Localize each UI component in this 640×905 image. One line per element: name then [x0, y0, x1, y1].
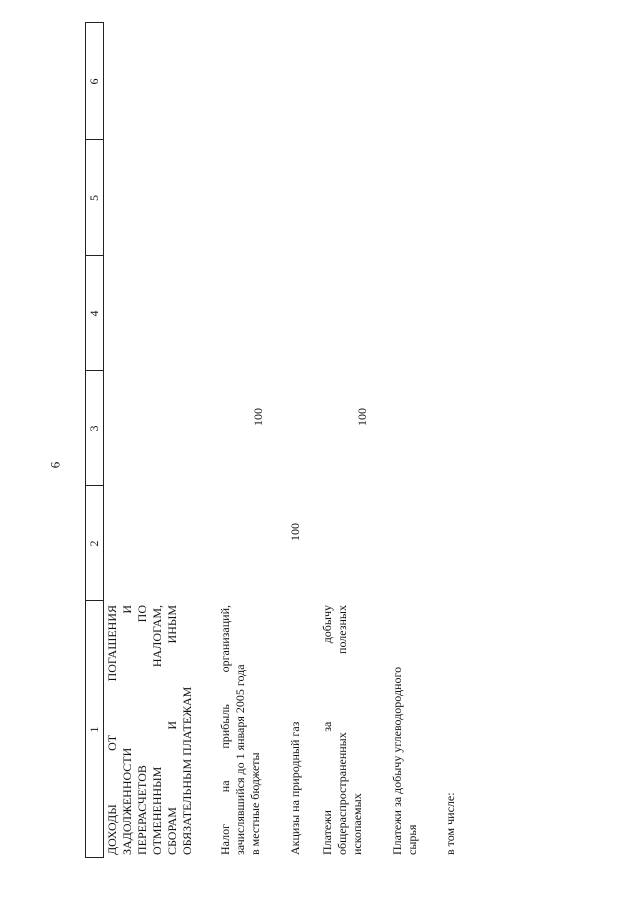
budget-table: [85, 22, 600, 858]
row-5-line-2: сырья: [405, 824, 419, 855]
header-col-1: 1: [87, 726, 101, 733]
row-1-line-5: СБОРАМ И ИНЫМ: [165, 605, 179, 855]
row-2-label: [218, 605, 263, 855]
row-5-line-1: Платежи за добычу углеводородного: [390, 666, 404, 855]
header-col-5: 5: [87, 195, 101, 201]
header-col-6: 6: [87, 78, 101, 85]
row-1-line-6: ОБЯЗАТЕЛЬНЫМ ПЛАТЕЖАМ: [180, 686, 194, 855]
row-5-label: [390, 605, 420, 855]
row-4-col-3-value: 100: [355, 408, 369, 426]
row-3-line-1: Акцизы на природный газ: [288, 721, 302, 855]
row-2-col-3-value: 100: [251, 408, 265, 426]
row-3-label: [288, 605, 303, 855]
row-1-label: [105, 605, 195, 855]
row-6-line-1: в том числе:: [443, 792, 457, 855]
header-col-3: 3: [87, 425, 101, 432]
row-1-line-1: ДОХОДЫ ОТ ПОГАШЕНИЯ: [105, 605, 119, 855]
row-3-col-2-value: 100: [288, 523, 302, 541]
row-6-label: [443, 605, 458, 855]
row-1-line-3: ПЕРЕРАСЧЕТОВ ПО: [135, 605, 149, 855]
header-bottom-border: [103, 22, 104, 858]
row-2-line-2: зачислявшийся до 1 января 2005 года: [233, 664, 247, 855]
row-1-line-2: ЗАДОЛЖЕННОСТИ И: [120, 605, 134, 855]
row-2-line-3: в местные бюджеты: [248, 752, 262, 855]
row-2-line-1: Налог на прибыль организаций,: [218, 605, 232, 855]
header-col-2: 2: [87, 540, 101, 547]
header-col-4: 4: [87, 310, 101, 317]
row-4-line-3: ископаемых: [350, 793, 364, 855]
row-4-line-2: общераспространенных полезных: [335, 605, 349, 855]
row-4-label: [320, 605, 365, 855]
row-1-line-4: ОТМЕНЕННЫМ НАЛОГАМ,: [150, 605, 164, 855]
row-4-line-1: Платежи за добычу: [320, 605, 334, 855]
page-number: 6: [47, 461, 63, 469]
